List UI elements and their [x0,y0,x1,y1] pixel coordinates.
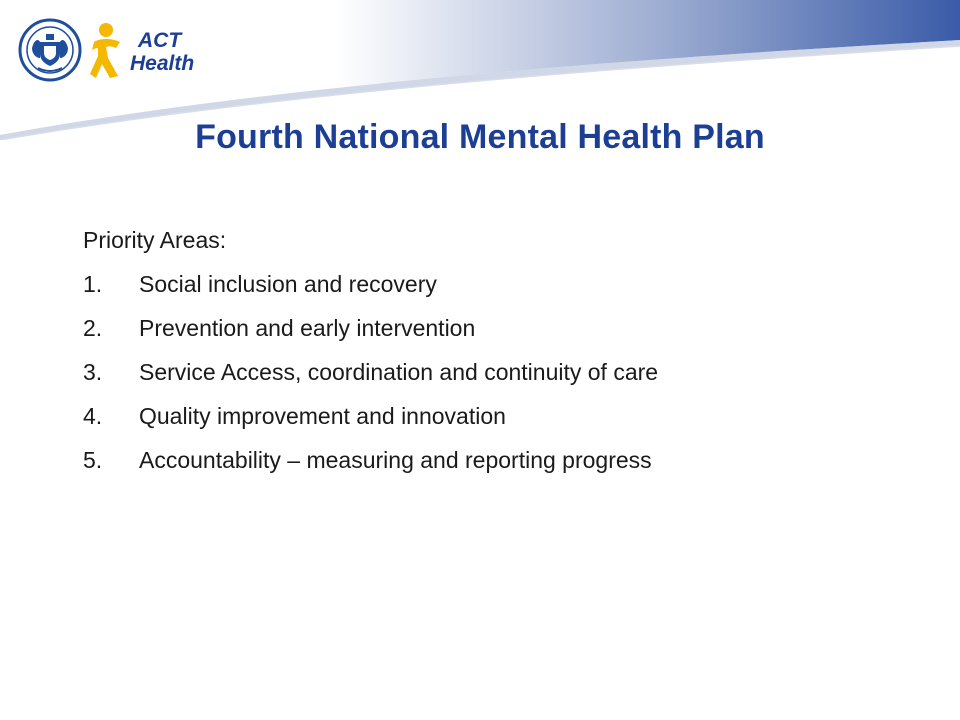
list-item [83,394,923,438]
list-item [83,262,923,306]
act-health-figure-icon [90,23,120,78]
list-item-number: 3. [83,359,103,385]
list-item-number: 5. [83,447,103,473]
list-item [83,438,923,482]
slide-content [83,218,923,482]
list-item [83,306,923,350]
list-item-text: Social inclusion and recovery [139,271,437,297]
logo-act-text: ACT [138,29,182,52]
list-item-text: Quality improvement and innovation [139,403,506,429]
act-government-seal-icon [18,18,82,82]
list-item-text: Accountability – measuring and reporting progress [139,447,652,473]
priority-areas-label: Priority Areas: [83,227,227,253]
list-item-text: Service Access, coordination and continuity of care [139,359,659,385]
list-item-number: 1. [83,271,103,297]
list-item [83,350,923,394]
list-item-number: 4. [83,403,103,429]
act-health-logo [18,16,208,82]
slide-title: Fourth National Mental Health Plan [195,118,765,156]
list-item-text: Prevention and early intervention [139,315,476,341]
logo-health-text: Health [130,52,195,75]
list-item-number: 2. [83,315,103,341]
priority-list [83,262,923,482]
act-health-wordmark [90,20,210,82]
